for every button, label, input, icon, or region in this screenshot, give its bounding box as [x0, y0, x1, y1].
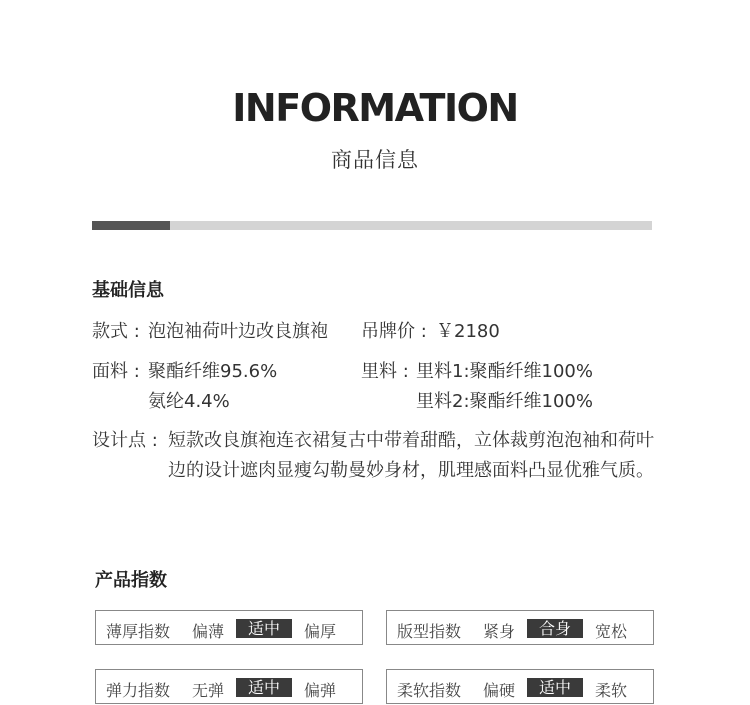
- product-index-heading: 产品指数: [95, 570, 167, 591]
- index-option: 偏薄: [192, 622, 225, 641]
- design-label: 设计点 :: [92, 430, 158, 451]
- index-option: 偏弹: [304, 681, 337, 700]
- index-option: 宽松: [595, 622, 628, 641]
- index-name: 柔软指数: [397, 681, 462, 700]
- index-option: 紧身: [483, 622, 516, 641]
- index-box-thickness: [95, 610, 363, 645]
- index-option: 偏厚: [304, 622, 337, 641]
- style-label: 款式 :: [92, 321, 140, 342]
- basic-info-heading: 基础信息: [92, 280, 164, 301]
- index-name: 版型指数: [397, 622, 462, 641]
- index-option: 偏硬: [483, 681, 516, 700]
- index-option: 合身: [527, 619, 583, 638]
- progress-fill: [92, 221, 170, 230]
- style-value: 泡泡袖荷叶边改良旗袍: [148, 321, 328, 342]
- index-name: 薄厚指数: [106, 622, 171, 641]
- lining-line-2: 里料2:聚酯纤维100%: [416, 391, 593, 412]
- index-box-elasticity: [95, 669, 363, 704]
- lining-line-1: 里料1:聚酯纤维100%: [416, 361, 593, 382]
- price-value: ￥2180: [436, 321, 500, 342]
- index-option: 适中: [527, 678, 583, 697]
- page-subtitle: 商品信息: [331, 148, 419, 172]
- fabric-line-2: 氨纶4.4%: [148, 391, 230, 412]
- index-name: 弹力指数: [106, 681, 171, 700]
- design-text: 短款改良旗袍连衣裙复古中带着甜酷，立体裁剪泡泡袖和荷叶边的设计遮肉显瘦勾勒曼妙身材，肌理感面料凸显优雅气质。: [168, 430, 654, 481]
- progress-track: [92, 221, 652, 230]
- index-box-fit: [386, 610, 654, 645]
- page-title: INFORMATION: [232, 86, 518, 130]
- index-option: 柔软: [595, 681, 628, 700]
- index-option: 适中: [236, 678, 292, 697]
- fabric-label: 面料 :: [92, 361, 140, 382]
- index-box-softness: [386, 669, 654, 704]
- fabric-line-1: 聚酯纤维95.6%: [148, 361, 278, 382]
- index-option: 无弹: [192, 681, 225, 700]
- index-option: 适中: [236, 619, 292, 638]
- price-label: 吊牌价 :: [361, 321, 427, 342]
- lining-label: 里料 :: [361, 361, 409, 382]
